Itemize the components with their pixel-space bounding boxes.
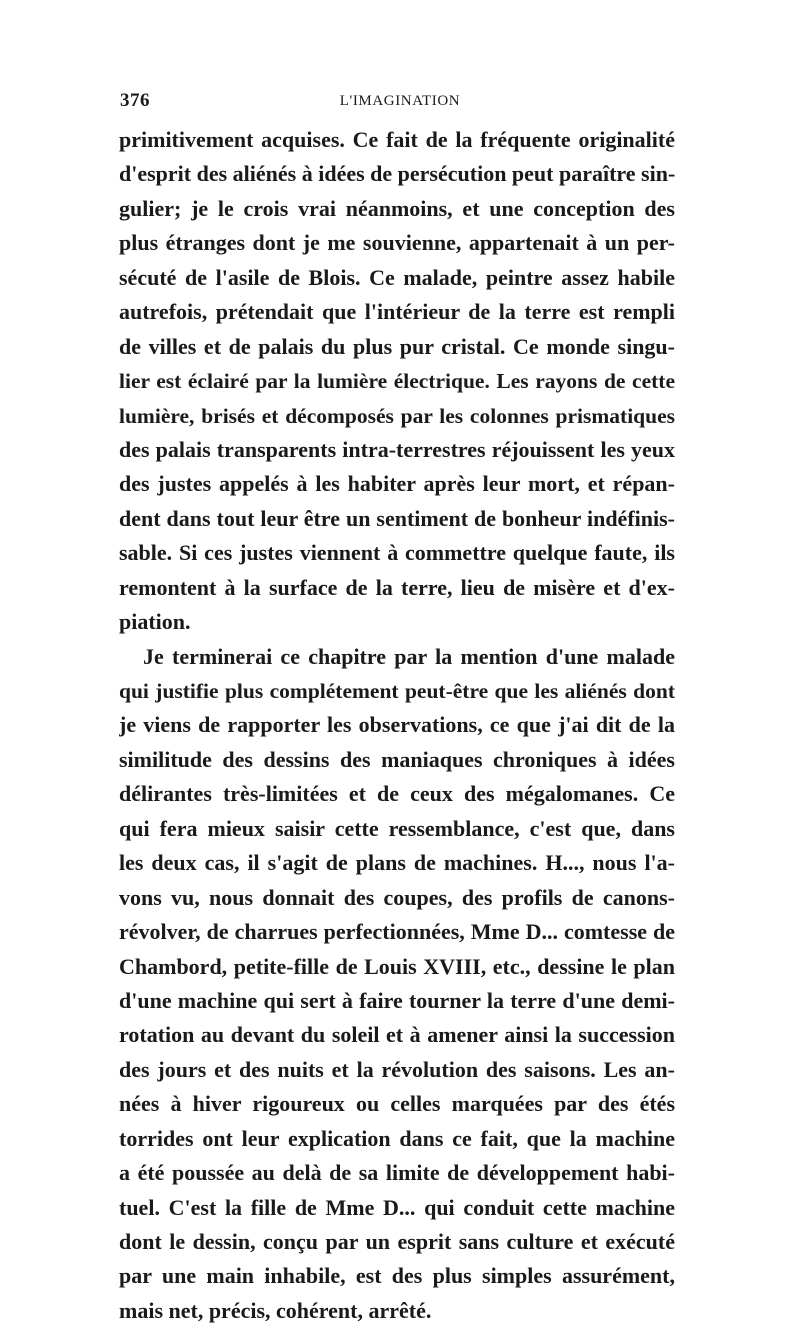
text-line: nées à hiver rigoureux ou celles marquées par des étés	[119, 1091, 675, 1117]
body-text	[119, 123, 675, 1328]
paragraph-start-line: Je terminerai ce chapitre par la mention d'une malade	[143, 643, 675, 669]
text-line: par une main inhabile, est des plus simples assurément,	[119, 1263, 675, 1289]
text-line: des jours et des nuits et la révolution des saisons. Les an-	[119, 1056, 675, 1082]
text-line: primitivement acquises. Ce fait de la fréquente originalité	[119, 127, 675, 152]
text-line: remontent à la surface de la terre, lieu de misère et d'ex-	[119, 574, 675, 600]
text-line: plus étranges dont je me souvienne, appartenait à un per-	[119, 230, 675, 256]
text-line: de villes et de palais du plus pur cristal. Ce monde singu-	[119, 333, 675, 359]
text-line: des palais transparents intra-terrestres réjouissent les yeux	[119, 436, 675, 462]
text-line: tuel. C'est la fille de Mme D... qui conduit cette machine	[119, 1194, 675, 1220]
text-line: lumière, brisés et décomposés par les colonnes prismatiques	[119, 403, 675, 428]
paragraph-end-line: mais net, précis, cohérent, arrêté.	[119, 1297, 432, 1323]
text-line: rotation au devant du soleil et à amener ainsi la succession	[119, 1022, 675, 1048]
text-line: lier est éclairé par la lumière électrique. Les rayons de cette	[119, 369, 675, 394]
text-line: qui fera mieux saisir cette ressemblance, c'est que, dans	[119, 815, 675, 841]
text-line: sable. Si ces justes viennent à commettre quelque faute, ils	[119, 540, 675, 566]
text-line: délirantes très-limitées et de ceux des mégalomanes. Ce	[119, 781, 675, 807]
text-line: d'esprit des aliénés à idées de persécution peut paraître sin-	[119, 161, 675, 187]
text-line: autrefois, prétendait que l'intérieur de la terre est rempli	[119, 299, 675, 325]
text-line: révolver, de charrues perfectionnées, Mme D... comtesse de	[119, 919, 675, 945]
text-line: je viens de rapporter les observations, ce que j'ai dit de la	[119, 712, 675, 738]
page-number: 376	[120, 90, 150, 111]
running-head	[120, 90, 680, 120]
text-line: a été poussée au delà de sa limite de développement habi-	[119, 1160, 675, 1186]
text-line: gulier; je le crois vrai néanmoins, et une conception des	[119, 195, 675, 221]
text-line: similitude des dessins des maniaques chroniques à idées	[119, 746, 675, 772]
running-title: L'IMAGINATION	[339, 93, 461, 109]
text-line: sécuté de l'asile de Blois. Ce malade, peintre assez habile	[119, 264, 675, 290]
text-line: des justes appelés à les habiter après leur mort, et répan-	[119, 471, 675, 497]
text-line: vons vu, nous donnait des coupes, des profils de canons-	[119, 884, 675, 910]
paragraph-end-line: piation.	[119, 609, 191, 635]
text-line: les deux cas, il s'agit de plans de machines. H..., nous l'a-	[119, 850, 675, 876]
text-line: d'une machine qui sert à faire tourner la terre d'une demi-	[119, 987, 675, 1013]
text-line: torrides ont leur explication dans ce fait, que la machine	[119, 1125, 675, 1151]
text-line: qui justifie plus complétement peut-être que les aliénés dont	[119, 679, 675, 703]
text-line: Chambord, petite-fille de Louis XVIII, etc., dessine le plan	[119, 953, 675, 979]
text-line: dent dans tout leur être un sentiment de bonheur indéfinis-	[119, 505, 675, 531]
text-line: dont le dessin, conçu par un esprit sans culture et exécuté	[119, 1229, 675, 1254]
